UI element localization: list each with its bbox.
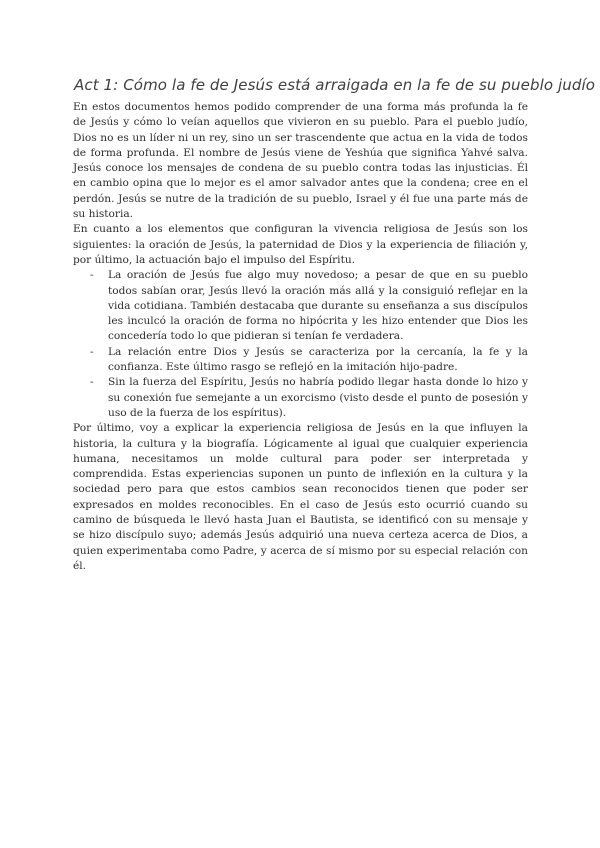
list-bullet-marker: -	[90, 376, 94, 389]
closing-paragraph: Por último, voy a explicar la experiencia religiosa de Jesús en la que influyen la historia, la cultura y la biografía. Lógicamente al igual que cualquier experiencia humana, necesitamos un molde cultural para poder ser interpretada y comprendida. Estas experiencias suponen un punto de inflexión en la cultura y la sociedad pero para que estos cambios sean reconocidos tienen que poder ser expresados en moldes reconocibles. En el caso de Jesús esto ocurrió cuando su camino de búsqueda le llevó hasta Juan el Bautista, se identificó con su mensaje y se hizo discípulo suyo; además Jesús adquirió una nueva certeza acerca de Dios, a quien experimentaba como Padre, y acerca de sí mismo por su especial relación con él.	[73, 422, 528, 572]
list-item	[73, 268, 528, 344]
list-item-text: La relación entre Dios y Jesús se caracteriza por la cercanía, la fe y la confianza. Este último rasgo se reflejó en la imitación hijo-padre.	[108, 345, 528, 374]
list-item-text: La oración de Jesús fue algo muy novedoso; a pesar de que en su pueblo todos sabían orar, Jesús llevó la oración más allá y la consiguió reflejar en la vida cotidiana. También destacaba que durante su enseñanza a sus discípulos les inculcó la oración de forma no hipócrita y les hizo entender que Dios les concedería todo lo que pidieran si tenían fe verdadera.	[108, 269, 528, 343]
elements-paragraph: En cuanto a los elementos que configuran la vivencia religiosa de Jesús son los siguientes: la oración de Jesús, la paternidad de Dios y la experiencia de filiación y, por último, la actuación bajo el impulso del Espíritu.	[73, 223, 528, 266]
list-bullet-marker: -	[90, 269, 94, 282]
list-item-text: Sin la fuerza del Espíritu, Jesús no habría podido llegar hasta donde lo hizo y su conexión fue semejante a un exorcismo (visto desde el punto de posesión y uso de la fuerza de los espíritus).	[108, 376, 528, 419]
elements-list	[73, 268, 528, 421]
list-item	[73, 345, 528, 376]
list-item	[73, 375, 528, 421]
list-bullet-marker: -	[90, 345, 94, 358]
document-title: Act 1: Cómo la fe de Jesús está arraigada en la fe de su pueblo judío	[74, 76, 596, 94]
intro-paragraph: En estos documentos hemos podido comprender de una forma más profunda la fe de Jesús y cómo lo veían aquellos que vivieron en su pueblo. Para el pueblo judío, Dios no es un líder ni un rey, sino un ser trascendente que actua en la vida de todos de forma profunda. El nombre de Jesús viene de Yeshúa que significa Yahvé salva. Jesús conoce los mensajes de condena de su pueblo contra todas las injusticias. Él en cambio opina que lo mejor es el amor salvador antes que la condena; cree en el perdón. Jesús se nutre de la tradición de su pueblo, Israel y él fue una parte más de su historia.	[73, 101, 528, 221]
document-body	[73, 100, 528, 574]
